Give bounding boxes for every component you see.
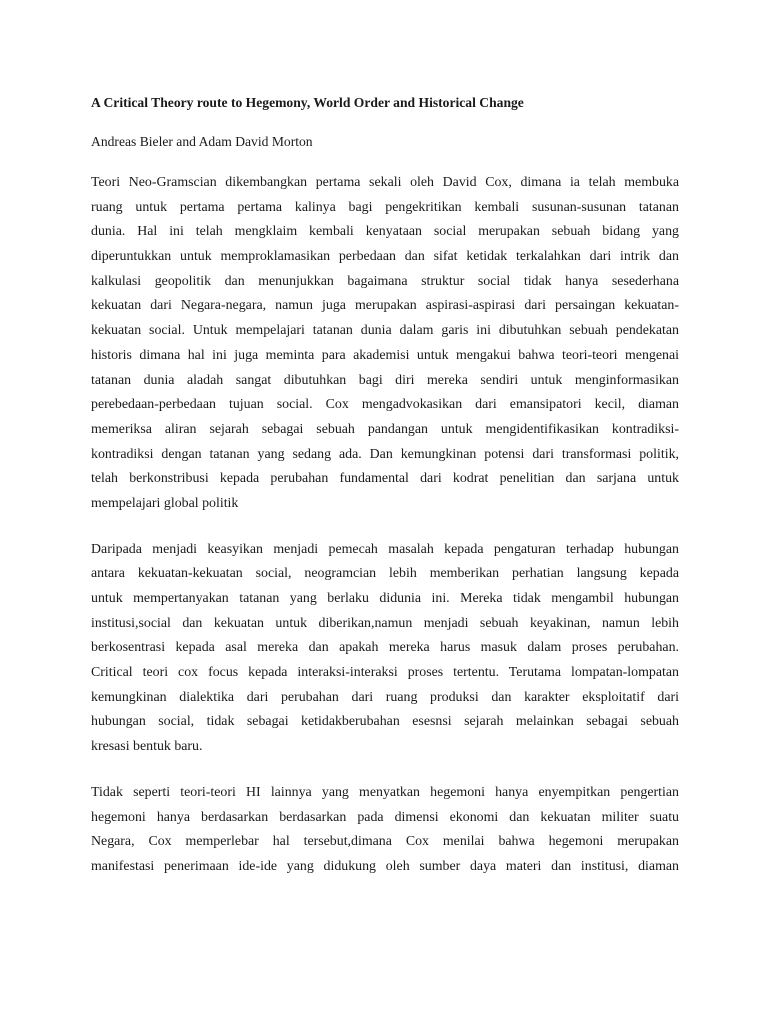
text-line: historis dimana hal ini juga meminta para akademisi untuk mengakui bahwa teori-teori mengenai xyxy=(91,347,679,363)
text-line: manifestasi penerimaan ide-ide yang didukung oleh sumber daya materi dan institusi, diaman xyxy=(91,858,679,874)
text-line: tatanan dunia aladah sangat dibutuhkan bagi diri mereka sendiri untuk menginformasikan xyxy=(91,372,679,388)
document-authors: Andreas Bieler and Adam David Morton xyxy=(91,134,313,149)
body-paragraph xyxy=(91,171,679,517)
text-line: kresasi bentuk baru. xyxy=(91,739,203,755)
text-line: Critical teori cox focus kepada interaksi-interaksi proses tertentu. Terutama lompatan-lompatan xyxy=(91,665,679,681)
text-line: institusi,social dan kekuatan untuk diberikan,namun menjadi sebuah keyakinan, namun lebih xyxy=(91,615,679,631)
text-line: kalkulasi geopolitik dan menunjukkan bagaimana struktur social tidak hanya sesederhana xyxy=(91,273,679,289)
body-paragraph xyxy=(91,538,679,760)
text-line: Tidak seperti teori-teori HI lainnya yang menyatkan hegemoni hanya enyempitkan pengertian xyxy=(91,784,679,800)
document-body xyxy=(91,171,679,880)
text-line: perebedaan-perbedaan tujuan social. Cox mengadvokasikan dari emansipatori kecil, diaman xyxy=(91,397,679,413)
text-line: kekuatan social. Untuk mempelajari tatanan dunia dalam garis ini dibutuhkan sebuah pendekatan xyxy=(91,323,679,339)
text-line: hubungan social, tidak sebagai ketidakberubahan esesnsi sejarah melainkan sebagai sebuah xyxy=(91,714,679,730)
text-line: hegemoni hanya berdasarkan berdasarkan pada dimensi ekonomi dan kekuatan militer suatu xyxy=(91,809,679,825)
text-line: telah berkonstribusi kepada perubahan fundamental dari kodrat penelitian dan sarjana untuk xyxy=(91,471,679,487)
text-line: Negara, Cox memperlebar hal tersebut,dimana Cox menilai bahwa hegemoni merupakan xyxy=(91,834,679,850)
text-line: dunia. Hal ini telah mengklaim kembali kenyataan social merupakan sebuah bidang yang xyxy=(91,224,679,240)
text-line: kontradiksi dengan tatanan yang sedang ada. Dan kemungkinan potensi dari transformasi politik, xyxy=(91,446,679,462)
body-paragraph xyxy=(91,781,679,880)
text-line: untuk mempertanyakan tatanan yang berlaku didunia ini. Mereka tidak mengambil hubungan xyxy=(91,591,679,606)
text-line: diperuntukkan untuk memproklamasikan perbedaan dan sifat ketidak terkalahkan dari intrik dan xyxy=(91,249,679,265)
text-line: mempelajari global politik xyxy=(91,495,239,511)
text-line: ruang untuk pertama pertama kalinya bagi pengekritikan kembali susunan-susunan tatanan xyxy=(91,199,679,215)
text-line: berkosentrasi kepada asal mereka dan apakah mereka harus masuk dalam proses perubahan. xyxy=(91,640,679,656)
document-title: A Critical Theory route to Hegemony, World Order and Historical Change xyxy=(91,95,524,110)
text-line: memeriksa aliran sejarah sebagai sebuah pandangan untuk mengidentifikasikan kontradiksi- xyxy=(91,421,679,437)
text-line: kemungkinan dialektika dari perubahan dari ruang produksi dan karakter eksploitatif dari xyxy=(91,689,679,705)
text-line: Daripada menjadi keasyikan menjadi pemecah masalah kepada pengaturan terhadap hubungan xyxy=(91,541,679,557)
document-page xyxy=(91,84,679,901)
text-line: kekuatan dari Negara-negara, namun juga merupakan aspirasi-aspirasi dari persaingan kekuatan- xyxy=(91,298,679,314)
text-line: antara kekuatan-kekuatan social, neogramcian lebih memberikan perhatian langsung kepada xyxy=(91,566,679,582)
text-line: Teori Neo-Gramscian dikembangkan pertama sekali oleh David Cox, dimana ia telah membuka xyxy=(91,175,679,190)
